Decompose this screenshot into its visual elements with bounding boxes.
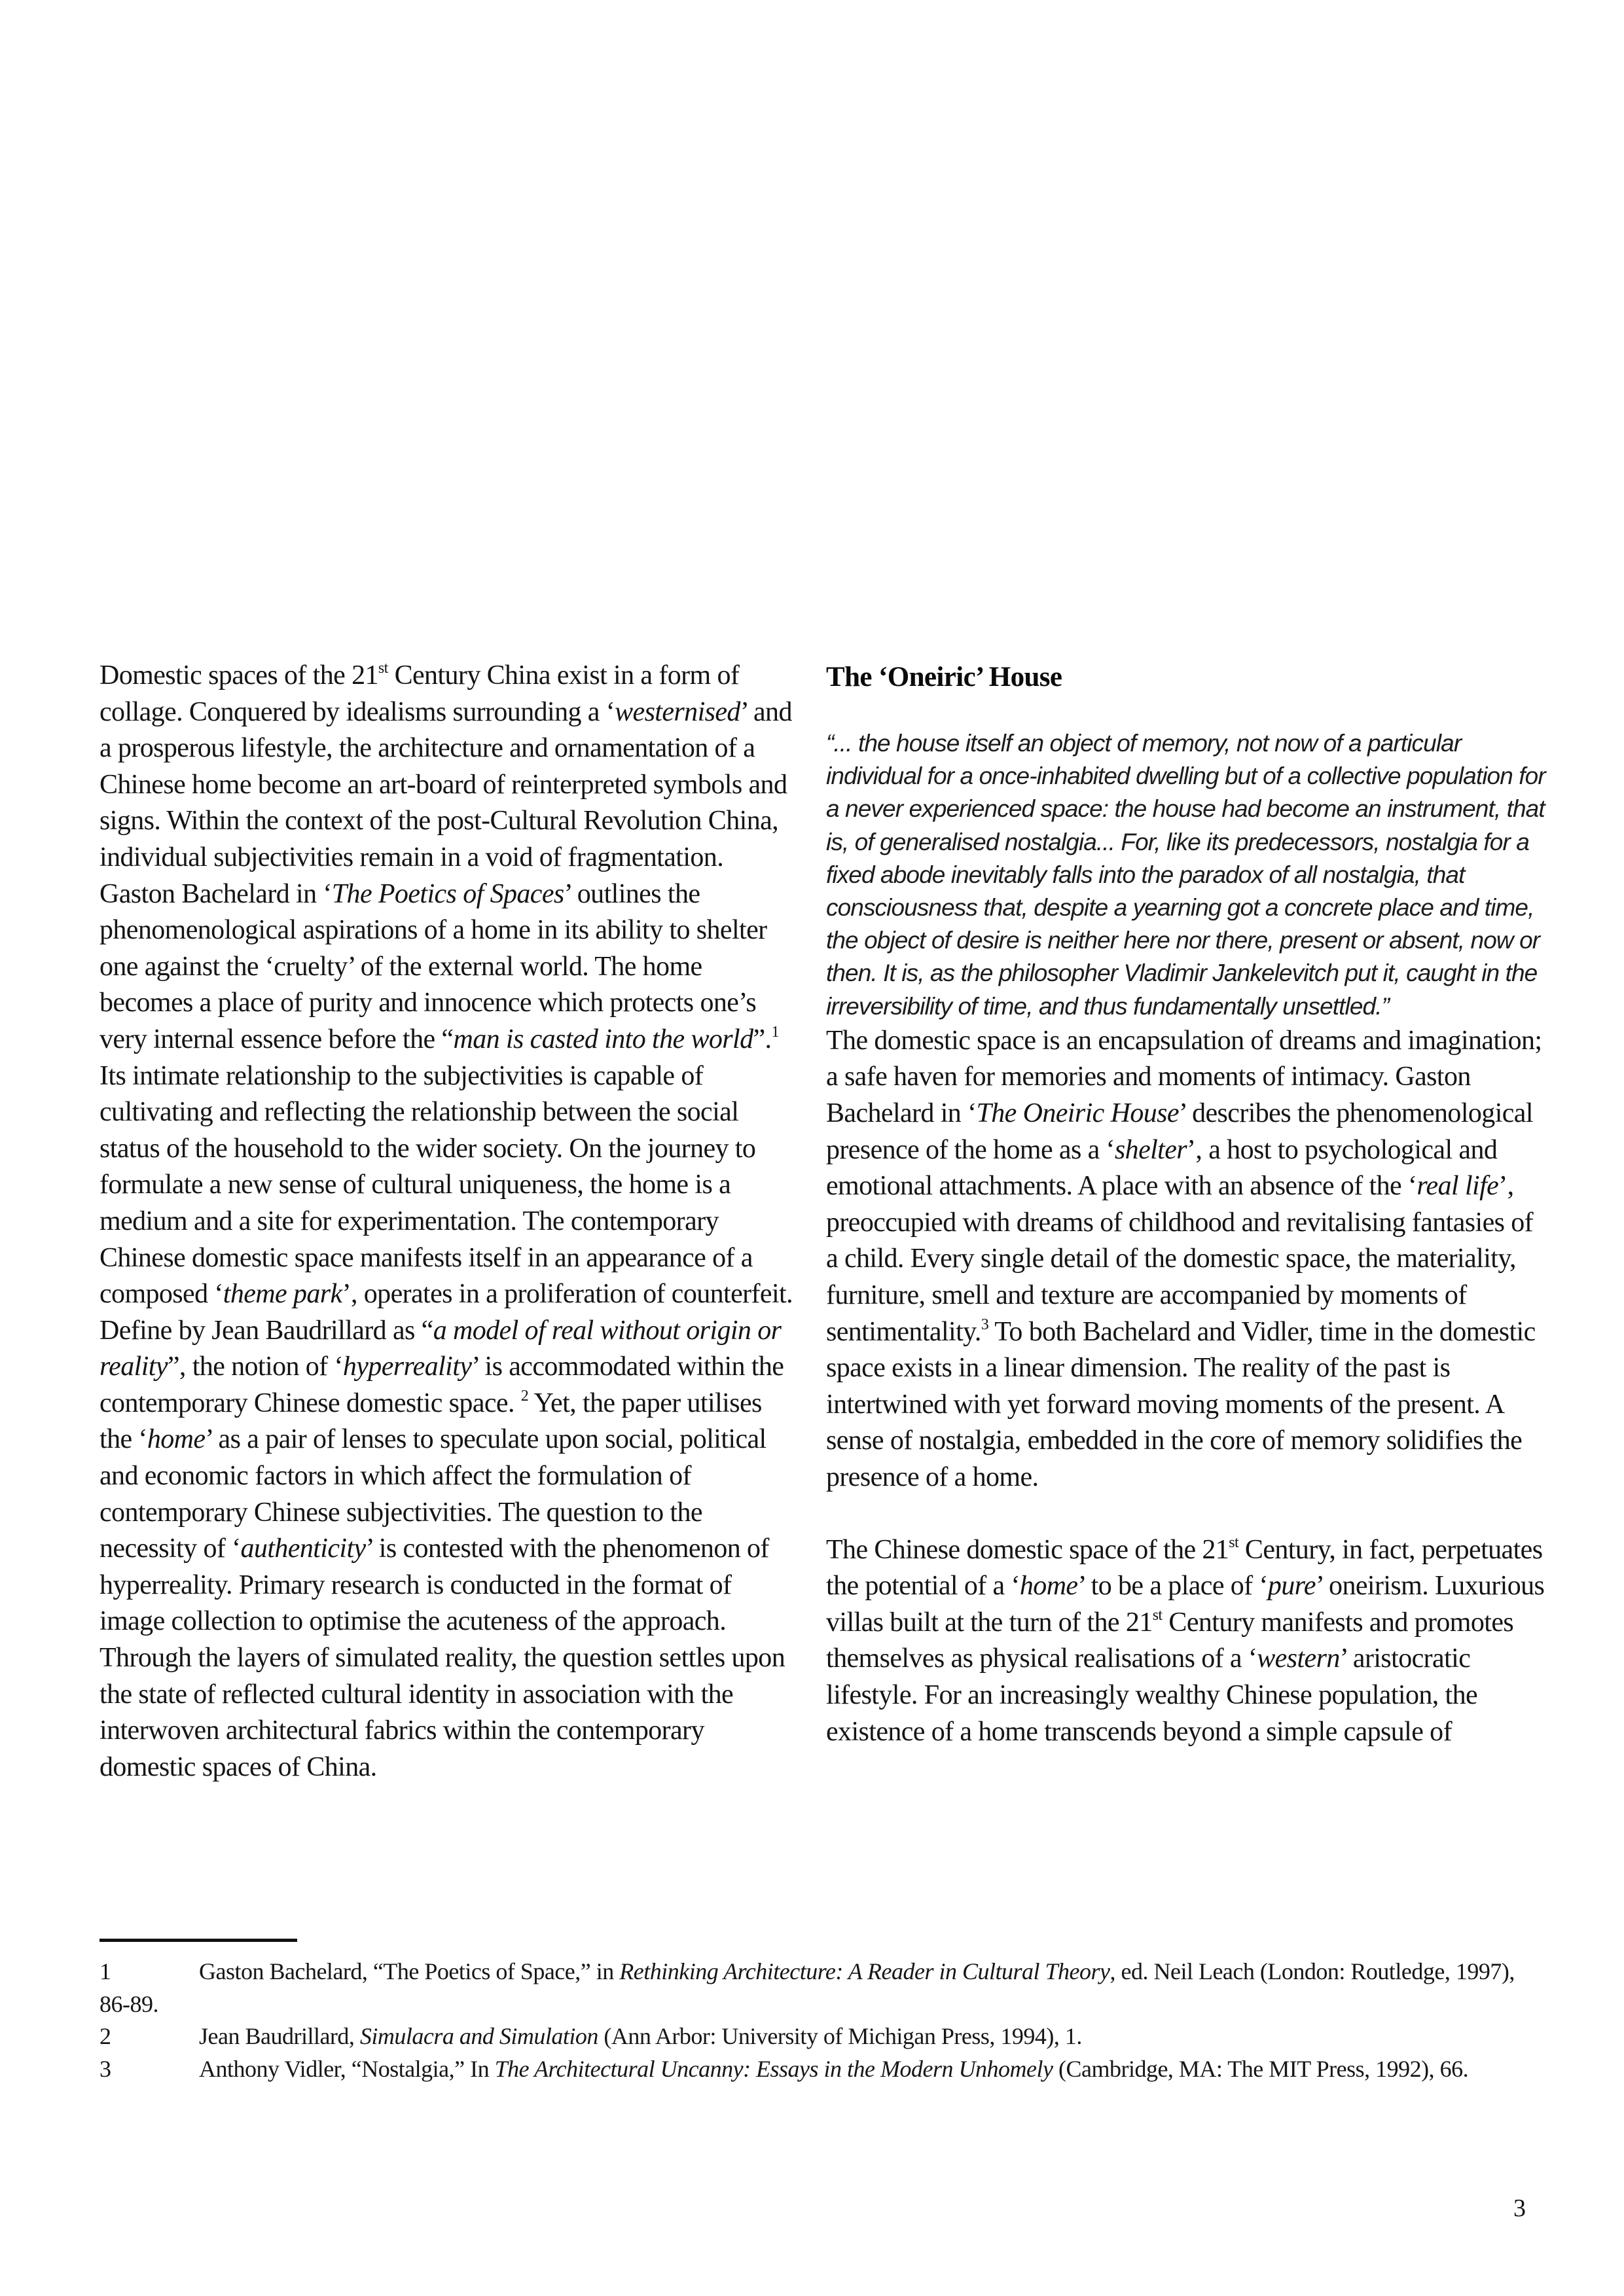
italic-term: westernised [615, 696, 740, 727]
text-run: Yet, the paper utilises the ‘ [99, 1388, 762, 1455]
body-paragraph-1 [826, 1023, 1546, 1496]
page-number: 3 [1513, 2195, 1526, 2222]
footnotes [99, 1956, 1526, 2085]
text-run: Its intimate relationship to the subjectivities is capable of cultivating and reflecting the relationship between the social status of the household to the wider society. On the journey to formulate a new sense of cultural uniqueness, the home is a medium and a site for experimentation. The contemporary Chinese domestic space manifests itself in an appearance of a composed ‘ [99, 1060, 756, 1310]
text-run: ’, operates in a proliferation of counterfeit. Define by Jean Baudrillard as “ [99, 1279, 793, 1346]
italic-term: western [1257, 1643, 1340, 1674]
italic-title: The Architectural Uncanny: Essays in the Modern Unhomely [494, 2055, 1053, 2082]
text-run: Century manifests and promotes themselves as physical realisations of a ‘ [826, 1607, 1514, 1674]
right-column [826, 658, 1546, 1750]
text-run: ’ is accommodated within the contemporary Chinese domestic space. [99, 1352, 784, 1418]
italic-term: home [1019, 1571, 1078, 1602]
text-run: Century, in fact, perpetuates the potential of a ‘ [826, 1534, 1543, 1602]
text-run: ’, a host to psychological and emotional attachments. A place with an absence of the ‘ [826, 1134, 1498, 1202]
text-run: Gaston Bachelard, “The Poetics of Space,” in [199, 1958, 620, 1984]
footnote-3 [99, 2053, 1526, 2086]
text-run: ”. [753, 1024, 772, 1054]
italic-term: hyperreality [342, 1352, 472, 1382]
footnote-number: 1 [99, 1958, 111, 1984]
footnote-1 [99, 1956, 1526, 2020]
text-run: (Cambridge, MA: The MIT Press, 1992), 66. [1053, 2055, 1469, 2082]
text-run: To both Bachelard and Vidler, time in the domestic space exists in a linear dimension. The reality of the past is intertwined with yet forward moving moments of the present. A sense of nostalgia, embedded in the core of memory solidifies the presence of a home. [826, 1316, 1536, 1492]
text-run: Anthony Vidler, “Nostalgia,” In [199, 2055, 495, 2082]
footnote-separator [99, 1939, 297, 1942]
footnote-ref-3[interactable]: 3 [981, 1316, 989, 1333]
footnote-number: 3 [99, 2055, 111, 2082]
text-run: ’, preoccupied with dreams of childhood and revitalising fantasies of a child. Every single detail of the domestic space, the materiality, furniture, smell and texture are accompanied by moments of sentimentality. [826, 1171, 1534, 1347]
italic-title: Rethinking Architecture: A Reader in Cultural Theory [619, 1958, 1110, 1984]
text-run: Domestic spaces of the 21 [99, 660, 378, 691]
text-run: Gaston Bachelard in ‘ [99, 878, 332, 909]
text-run: ”, the notion of ‘ [167, 1352, 343, 1382]
text-run: ’ and a prosperous lifestyle, the architecture and ornamentation of a Chinese home become an art-board of reinterpreted symbols and signs. Within the context of the post-Cultural Revolution China, individual subjectivities remain in a void of fragmentation. [99, 696, 792, 872]
ordinal-superscript: st [1152, 1606, 1163, 1624]
italic-title: The Poetics of Spaces [331, 878, 564, 909]
text-run: The Chinese domestic space of the 21 [826, 1534, 1229, 1565]
italic-term: theme park [223, 1279, 342, 1310]
text-run: The domestic space is an encapsulation of dreams and imagination; a safe haven for memories and moments of intimacy. Gaston Bachelard in ‘ [826, 1025, 1542, 1129]
footnote-ref-1[interactable]: 1 [771, 1023, 779, 1041]
text-run: ’ as a pair of lenses to speculate upon social, political and economic factors in which affect the formulation of contemporary Chinese subjectivities. The question to the necessity of ‘ [99, 1424, 767, 1564]
italic-term: real life [1416, 1171, 1499, 1202]
text-run: ’ oneirism. Luxurious villas built at the turn of the 21 [826, 1571, 1545, 1638]
text-run: ’ aristocratic lifestyle. For an increasingly wealthy Chinese population, the existence of a home transcends beyond a simple capsule of [826, 1643, 1478, 1747]
italic-term: shelter [1114, 1134, 1187, 1165]
italic-quote: a model of real without origin or reality [99, 1315, 782, 1382]
text-run: Jean Baudrillard, [199, 2023, 360, 2049]
footnote-ref-2[interactable]: 2 [520, 1387, 529, 1405]
footnote-number: 2 [99, 2023, 111, 2049]
italic-title: The Oneiric House [976, 1098, 1179, 1129]
italic-term: authenticity [240, 1534, 366, 1564]
section-heading: The ‘Oneiric’ House [826, 662, 1062, 692]
text-run: (Ann Arbor: University of Michigan Press, 1994), 1. [598, 2023, 1082, 2049]
italic-title: Simulacra and Simulation [359, 2023, 598, 2049]
text-run: ’ is contested with the phenomenon of hyperreality. Primary research is conducted in the format of image collection to optimise the acuteness of the approach. Through the layers of simulated reality, the question settles upon the state of reflected cultural identity in association with the interwoven architectural fabrics within the contemporary domestic spaces of China. [99, 1534, 785, 1782]
text-run: ’ outlines the phenomenological aspirations of a home in its ability to shelter one against the ‘cruelty’ of the external world. The home becomes a place of purity and innocence which protects one’s very internal essence before the “ [99, 878, 767, 1054]
italic-term: pure [1267, 1571, 1316, 1602]
footnote-2 [99, 2020, 1526, 2053]
ordinal-superscript: st [1229, 1534, 1239, 1551]
text-run: ’ describes the phenomenological presence of the home as a ‘ [826, 1098, 1533, 1165]
text-run: ’ to be a place of ‘ [1077, 1571, 1268, 1602]
text-run: , ed. Neil Leach (London: Routledge, 1997), 86-89. [99, 1958, 1515, 2017]
block-quote: “... the house itself an object of memory, not now of a particular individual for a once-inhabited dwelling but of a collective population for a never experienced space: the house had become an instrument, that is, of generalised nostalgia... For, like its predecessors, nostalgia for a fixed abode inevitably falls into the paradox of all nostalgia, that consciousness that, despite a yearning got a concrete place and time, the object of desire is neither here nor there, present or absent, now or then. It is, as the philosopher Vladimir Jankelevitch put it, caught in the irreversibility of time, and thus fundamentally unsettled.” [826, 730, 1545, 1020]
ordinal-superscript: st [378, 660, 388, 677]
italic-term: home [147, 1424, 206, 1455]
left-column [99, 658, 800, 1785]
body-paragraph-2 [826, 1532, 1546, 1751]
text-run: Century China exist in a form of collage. Conquered by idealisms surrounding a ‘ [99, 660, 740, 727]
italic-quote: man is casted into the world [453, 1024, 753, 1054]
intro-paragraph [99, 658, 800, 1785]
